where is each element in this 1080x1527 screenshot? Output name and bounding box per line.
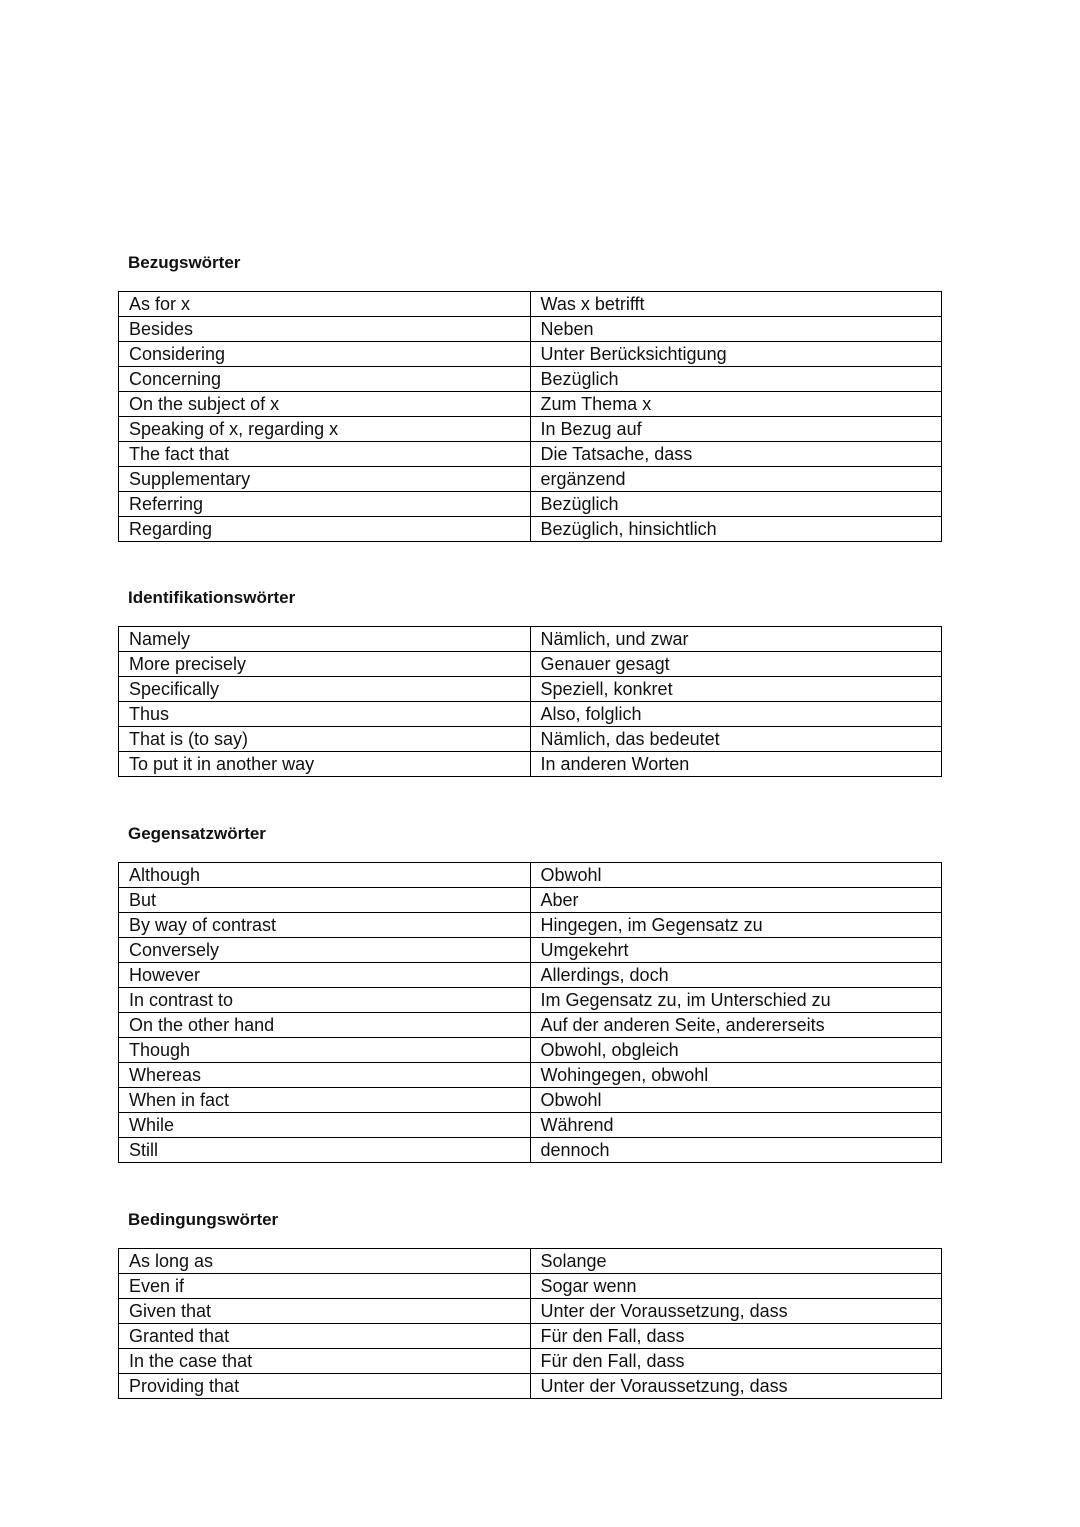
german-translation: dennoch	[530, 1138, 942, 1163]
german-translation: Allerdings, doch	[530, 963, 942, 988]
german-translation: Hingegen, im Gegensatz zu	[530, 913, 942, 938]
english-term: Concerning	[119, 367, 531, 392]
table-row	[119, 367, 942, 392]
english-term: Whereas	[119, 1063, 531, 1088]
english-term: Although	[119, 863, 531, 888]
table-row	[119, 392, 942, 417]
table-row	[119, 1299, 942, 1324]
table-row	[119, 1324, 942, 1349]
english-term: As for x	[119, 292, 531, 317]
table-row	[119, 1038, 942, 1063]
english-term: In contrast to	[119, 988, 531, 1013]
english-term: Supplementary	[119, 467, 531, 492]
english-term: But	[119, 888, 531, 913]
english-term: When in fact	[119, 1088, 531, 1113]
table-row	[119, 1088, 942, 1113]
german-translation: Bezüglich	[530, 367, 942, 392]
english-term: Thus	[119, 702, 531, 727]
german-translation: Wohingegen, obwohl	[530, 1063, 942, 1088]
english-term: Besides	[119, 317, 531, 342]
vocab-table	[118, 291, 942, 542]
german-translation: Die Tatsache, dass	[530, 442, 942, 467]
table-row	[119, 342, 942, 367]
table-row	[119, 1113, 942, 1138]
german-translation: Also, folglich	[530, 702, 942, 727]
german-translation: Während	[530, 1113, 942, 1138]
table-row	[119, 652, 942, 677]
english-term: Referring	[119, 492, 531, 517]
vocab-table	[118, 862, 942, 1163]
german-translation: Unter Berücksichtigung	[530, 342, 942, 367]
english-term: Still	[119, 1138, 531, 1163]
section-title: Gegensatzwörter	[128, 824, 266, 843]
german-translation: Auf der anderen Seite, andererseits	[530, 1013, 942, 1038]
table-row	[119, 988, 942, 1013]
german-translation: Obwohl	[530, 863, 942, 888]
german-translation: Für den Fall, dass	[530, 1324, 942, 1349]
table-row	[119, 317, 942, 342]
german-translation: Unter der Voraussetzung, dass	[530, 1374, 942, 1399]
english-term: Given that	[119, 1299, 531, 1324]
german-translation: Bezüglich	[530, 492, 942, 517]
english-term: On the subject of x	[119, 392, 531, 417]
german-translation: Unter der Voraussetzung, dass	[530, 1299, 942, 1324]
german-translation: Obwohl	[530, 1088, 942, 1113]
german-translation: Was x betrifft	[530, 292, 942, 317]
german-translation: Speziell, konkret	[530, 677, 942, 702]
table-row	[119, 517, 942, 542]
german-translation: Nämlich, und zwar	[530, 627, 942, 652]
english-term: Specifically	[119, 677, 531, 702]
table-row	[119, 1138, 942, 1163]
english-term: To put it in another way	[119, 752, 531, 777]
german-translation: Sogar wenn	[530, 1274, 942, 1299]
table-row	[119, 492, 942, 517]
english-term: In the case that	[119, 1349, 531, 1374]
table-row	[119, 417, 942, 442]
table-row	[119, 292, 942, 317]
english-term: That is (to say)	[119, 727, 531, 752]
table-row	[119, 888, 942, 913]
table-row	[119, 863, 942, 888]
german-translation: Im Gegensatz zu, im Unterschied zu	[530, 988, 942, 1013]
english-term: More precisely	[119, 652, 531, 677]
english-term: Even if	[119, 1274, 531, 1299]
german-translation: Zum Thema x	[530, 392, 942, 417]
english-term: By way of contrast	[119, 913, 531, 938]
table-row	[119, 702, 942, 727]
english-term: Conversely	[119, 938, 531, 963]
english-term: Though	[119, 1038, 531, 1063]
german-translation: Neben	[530, 317, 942, 342]
english-term: Considering	[119, 342, 531, 367]
table-row	[119, 727, 942, 752]
english-term: However	[119, 963, 531, 988]
table-row	[119, 467, 942, 492]
english-term: Speaking of x, regarding x	[119, 417, 531, 442]
german-translation: Für den Fall, dass	[530, 1349, 942, 1374]
table-row	[119, 442, 942, 467]
vocab-table	[118, 1248, 942, 1399]
table-row	[119, 677, 942, 702]
table-row	[119, 963, 942, 988]
english-term: The fact that	[119, 442, 531, 467]
table-row	[119, 1249, 942, 1274]
section-title: Bezugswörter	[128, 253, 241, 272]
table-row	[119, 938, 942, 963]
german-translation: Nämlich, das bedeutet	[530, 727, 942, 752]
german-translation: ergänzend	[530, 467, 942, 492]
table-row	[119, 627, 942, 652]
german-translation: Aber	[530, 888, 942, 913]
table-row	[119, 1349, 942, 1374]
german-translation: Obwohl, obgleich	[530, 1038, 942, 1063]
english-term: As long as	[119, 1249, 531, 1274]
german-translation: Solange	[530, 1249, 942, 1274]
english-term: Regarding	[119, 517, 531, 542]
english-term: On the other hand	[119, 1013, 531, 1038]
german-translation: In Bezug auf	[530, 417, 942, 442]
section-title: Identifikationswörter	[128, 588, 296, 607]
vocab-table	[118, 626, 942, 777]
table-row	[119, 1274, 942, 1299]
english-term: Granted that	[119, 1324, 531, 1349]
english-term: While	[119, 1113, 531, 1138]
table-row	[119, 1374, 942, 1399]
english-term: Providing that	[119, 1374, 531, 1399]
table-row	[119, 752, 942, 777]
german-translation: Bezüglich, hinsichtlich	[530, 517, 942, 542]
table-row	[119, 913, 942, 938]
english-term: Namely	[119, 627, 531, 652]
section-title: Bedingungswörter	[128, 1210, 279, 1229]
german-translation: In anderen Worten	[530, 752, 942, 777]
table-row	[119, 1063, 942, 1088]
german-translation: Umgekehrt	[530, 938, 942, 963]
table-row	[119, 1013, 942, 1038]
german-translation: Genauer gesagt	[530, 652, 942, 677]
